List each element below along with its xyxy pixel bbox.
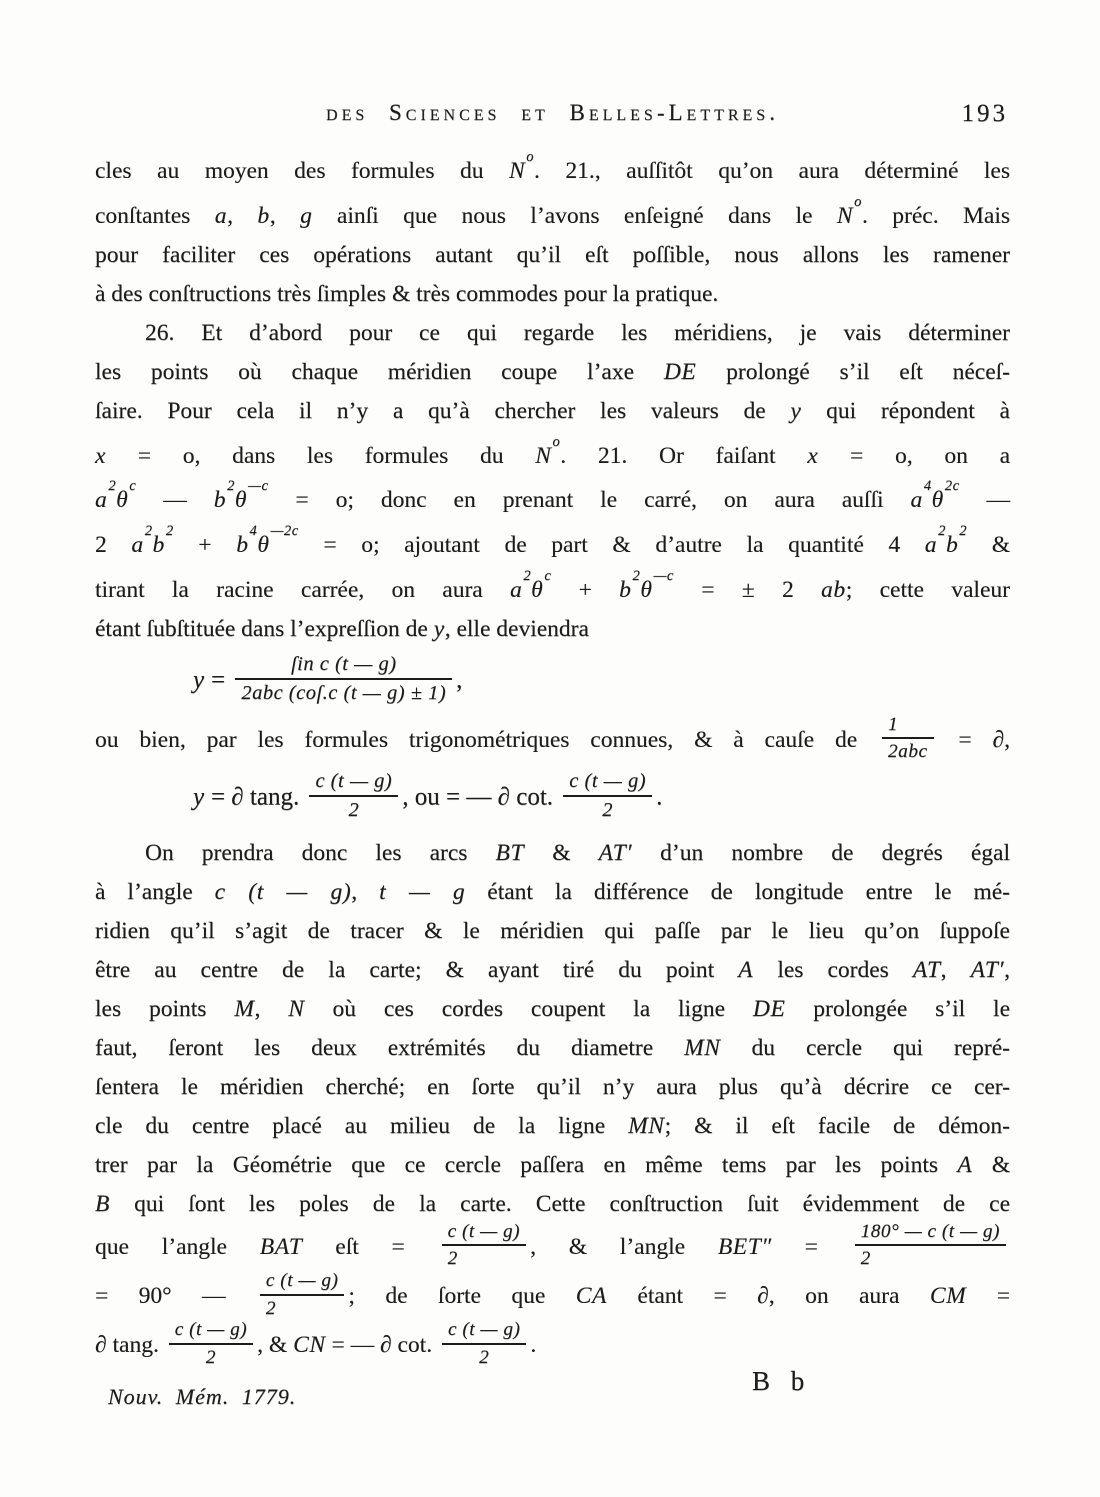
text-run: . préc. Mais	[861, 202, 1011, 229]
signature-mark: B b	[752, 1366, 812, 1396]
text-run: = o, dans les formules du	[106, 442, 536, 469]
exponent: 4	[923, 478, 932, 495]
fraction	[882, 714, 933, 763]
fraction-denominator: 2	[348, 798, 360, 821]
text-run: prolongée s’il le	[785, 995, 1011, 1022]
text-line	[95, 990, 1010, 1029]
math-variable: DE	[752, 995, 786, 1022]
text-run: = — ∂ cot.	[325, 1332, 438, 1359]
math-variable: c (t — g)	[214, 878, 352, 905]
math-variable: B	[95, 1190, 110, 1217]
math-variable: b	[945, 532, 959, 559]
fraction	[169, 1319, 253, 1368]
text-line	[95, 191, 1010, 236]
text-line	[95, 1270, 1010, 1322]
exponent: c	[129, 478, 137, 495]
text-line	[95, 610, 1010, 649]
text-run: où ces cordes coupent la ligne	[304, 995, 753, 1022]
math-variable: a	[924, 532, 938, 559]
text-run: prolongé s’il eſt néceſ-	[696, 358, 1010, 385]
math-variable: A	[957, 1151, 973, 1178]
math-variable: θ	[931, 487, 944, 514]
text-line	[95, 912, 1010, 951]
exponent: o	[552, 433, 561, 450]
exponent: —c	[653, 568, 674, 585]
text-line	[95, 275, 1010, 314]
text-run: du cercle qui repré-	[720, 1034, 1010, 1061]
math-variable: θ	[116, 487, 129, 514]
exponent: o	[854, 193, 862, 210]
text-run: 2	[95, 532, 132, 559]
math-variable: x	[95, 442, 107, 469]
math-variable: θ	[234, 487, 248, 514]
text-run: pour faciliter ces opérations autant qu’il eſt poſſible, nous allons les ramener	[95, 241, 1010, 268]
math-variable: BT	[495, 839, 525, 866]
text-run: être au centre de la carte; & ayant tiré du point	[95, 956, 739, 983]
text-run: = ± 2	[673, 576, 822, 603]
page-header	[95, 100, 1010, 136]
math-variable: MN	[628, 1112, 665, 1139]
text-run: ,	[351, 878, 380, 905]
fraction	[309, 770, 398, 822]
text-run: ,	[456, 666, 463, 694]
exponent: 2	[632, 568, 641, 585]
text-run: étant = ∂, on aura	[607, 1282, 930, 1309]
display-formula	[95, 652, 1010, 708]
text-line	[95, 146, 1010, 191]
fraction-denominator: 2	[447, 1248, 458, 1270]
math-variable: M	[234, 995, 255, 1022]
text-run: , &	[257, 1332, 294, 1359]
exponent: c	[544, 568, 552, 585]
text-line	[95, 314, 1010, 353]
text-run: ſaire. Pour cela il n’y a qu’à chercher les valeurs de	[95, 397, 791, 424]
exponent: 2	[959, 523, 968, 540]
text-run: à des conſtructions très ſimples & très commodes pour la pratique.	[95, 280, 719, 307]
text-run: =	[966, 1282, 1010, 1309]
math-variable: b	[619, 576, 632, 603]
volume-note: Nouv. Mém. 1779.	[108, 1384, 297, 1409]
text-run: ,	[1004, 956, 1010, 983]
text-line	[95, 353, 1010, 392]
text-run: = o; donc en prenant le carré, on aura auſſi	[268, 487, 911, 514]
text-line	[95, 1146, 1010, 1185]
text-line	[95, 713, 1010, 766]
exponent: 2	[108, 478, 117, 495]
math-variable: ab	[821, 576, 846, 603]
fraction-numerator: c (t — g)	[309, 770, 398, 797]
fraction-numerator: c (t — g)	[442, 1221, 526, 1247]
text-run: ,	[940, 956, 971, 983]
math-variable: AT	[912, 956, 941, 983]
math-variable: CA	[575, 1282, 607, 1309]
text-run: &	[967, 532, 1010, 559]
text-run: ſentera le méridien cherché; en ſorte qu’il n’y aura plus qu’à décrire ce cer-	[95, 1073, 1010, 1100]
fraction	[563, 770, 652, 822]
text-run: On prendra donc les arcs	[145, 839, 496, 866]
math-variable: N	[836, 202, 854, 229]
text-run: ainſi que nous l’avons enſeigné dans le	[312, 202, 837, 229]
math-variable: y	[790, 397, 802, 424]
exponent: 2	[165, 523, 174, 540]
math-variable: t — g	[379, 878, 466, 905]
text-run: = o; ajoutant de part & d’autre la quantité 4	[298, 532, 925, 559]
text-line	[95, 951, 1010, 990]
running-title: des Sciences et Belles-Lettres.	[326, 100, 779, 125]
math-variable: a	[95, 487, 108, 514]
fraction-denominator: 2abc	[888, 741, 928, 763]
page-number: 193	[961, 100, 1008, 127]
math-variable: b	[257, 202, 270, 229]
text-line	[95, 1319, 1010, 1371]
text-run: trer par la Géométrie que ce cercle paſſera en même tems par les points	[95, 1151, 958, 1178]
math-variable: DE	[663, 358, 697, 385]
exponent: 4	[249, 523, 258, 540]
text-run: à l’angle	[95, 878, 215, 905]
text-run: eſt =	[302, 1233, 438, 1260]
text-run: ,	[227, 202, 258, 229]
text-line	[95, 1220, 1010, 1273]
text-run: cle du centre placé au milieu de la ligne	[95, 1112, 629, 1139]
text-run: 26. Et d’abord pour ce qui regarde les méridiens, je vais déterminer	[145, 319, 1010, 346]
text-run: = ∂ tang.	[204, 783, 306, 811]
text-run: ,	[254, 995, 289, 1022]
text-run: qui ſont les poles de la carte. Cette conſtruction ſuit évidemment de ce	[109, 1190, 1010, 1217]
text-run: les points où chaque méridien coupe l’axe	[95, 358, 664, 385]
exponent: —2c	[270, 523, 299, 540]
math-variable: N	[508, 157, 526, 184]
text-run: que l’angle	[95, 1233, 260, 1260]
math-variable: x	[807, 442, 819, 469]
math-variable: a	[214, 202, 228, 229]
text-run: qui répondent à	[801, 397, 1010, 424]
text-line	[95, 1185, 1010, 1224]
fraction-numerator: 180° — c (t — g)	[855, 1221, 1006, 1247]
text-run: les cordes	[753, 956, 913, 983]
text-run: +	[551, 576, 620, 603]
math-variable: y	[433, 615, 445, 642]
text-run: étant ſubſtituée dans l’expreſſion de	[95, 615, 434, 642]
exponent: 2	[938, 523, 946, 540]
exponent: 2	[523, 568, 532, 585]
fraction-numerator: 1	[882, 714, 933, 740]
text-run: &	[972, 1151, 1010, 1178]
math-variable: θ	[640, 576, 653, 603]
text-line	[95, 873, 1010, 912]
fraction-numerator: ſin c (t — g)	[235, 653, 452, 680]
text-run: . 21. Or faiſant	[560, 442, 808, 469]
math-variable: CN	[293, 1332, 326, 1359]
text-run: ridien qu’il s’agit de tracer & le méridien qui paſſe par le lieu qu’on ſuppoſe	[95, 917, 1010, 944]
math-variable: N	[535, 442, 552, 469]
fraction-denominator: 2	[205, 1346, 216, 1368]
text-run: cles au moyen des formules du	[95, 157, 509, 184]
text-run: conſtantes	[95, 202, 215, 229]
exponent: o	[526, 149, 535, 165]
body-text	[95, 146, 1010, 1371]
fraction	[442, 1221, 526, 1270]
math-variable: a	[131, 532, 144, 559]
text-run: , elle deviendra	[444, 615, 589, 642]
math-variable: b	[152, 532, 165, 559]
text-run: .	[656, 783, 663, 811]
text-run: ou bien, par les formules trigonométriques connues, & à cauſe de	[95, 726, 879, 753]
fraction-denominator: 2abc (coſ.c (t — g) ± 1)	[241, 681, 447, 704]
text-run: ; & il eſt facile de démon-	[664, 1112, 1010, 1139]
fraction	[260, 1270, 344, 1319]
fraction	[442, 1319, 526, 1368]
text-run: , & l’angle	[530, 1233, 718, 1260]
exponent: 2	[227, 478, 235, 495]
text-run: les points	[95, 995, 235, 1022]
math-variable: N	[288, 995, 305, 1022]
text-line	[95, 392, 1010, 431]
math-variable: AT′	[970, 956, 1005, 983]
text-line	[95, 565, 1010, 610]
exponent: 2	[144, 523, 153, 540]
fraction	[235, 653, 452, 705]
text-run: tirant la racine carrée, on aura	[95, 576, 511, 603]
text-run: faut, ſeront les deux extrémités du diametre	[95, 1034, 685, 1061]
text-run: —	[136, 487, 214, 514]
math-variable: MN	[684, 1034, 721, 1061]
text-run: +	[173, 532, 237, 559]
text-run: .	[530, 1332, 537, 1359]
math-variable: CM	[929, 1282, 967, 1309]
text-run: ; cette valeur	[845, 576, 1010, 603]
math-variable: g	[300, 202, 313, 229]
math-variable: θ	[257, 532, 270, 559]
text-line	[95, 236, 1010, 275]
fraction-numerator: c (t — g)	[169, 1319, 253, 1345]
text-run: =	[771, 1233, 851, 1260]
math-variable: θ	[531, 576, 544, 603]
math-variable: BAT	[259, 1233, 303, 1260]
display-formula	[95, 770, 1010, 825]
exponent: —c	[248, 478, 269, 495]
exponent: 2c	[944, 478, 960, 495]
math-variable: BET″	[717, 1233, 772, 1260]
text-run: , ou = — ∂ cot.	[402, 783, 560, 811]
fraction-denominator: 2	[265, 1297, 277, 1319]
math-variable: b	[213, 487, 227, 514]
math-variable: y	[193, 783, 205, 811]
math-variable: a	[910, 487, 923, 514]
text-run: —	[959, 487, 1011, 514]
text-run: ; de ſorte que	[348, 1282, 576, 1309]
text-line	[95, 1029, 1010, 1068]
text-run: = o, on a	[818, 442, 1011, 469]
text-line	[95, 520, 1010, 565]
text-run: &	[524, 839, 599, 866]
text-line	[95, 1068, 1010, 1107]
fraction-denominator: 2	[479, 1346, 490, 1368]
text-line	[95, 834, 1010, 873]
text-line	[95, 431, 1010, 476]
fraction-denominator: 2	[860, 1248, 871, 1270]
text-run: . 21., auſſitôt qu’on aura déterminé les	[534, 157, 1010, 184]
text-line	[95, 1107, 1010, 1146]
text-run: ∂ tang.	[95, 1332, 165, 1359]
fraction	[855, 1221, 1006, 1270]
fraction-denominator: 2	[602, 798, 614, 821]
math-variable: b	[236, 532, 249, 559]
text-run: étant la différence de longitude entre le mé-	[465, 878, 1010, 905]
fraction-numerator: c (t — g)	[563, 770, 652, 797]
text-run: ,	[269, 202, 301, 229]
math-variable: AT′	[598, 839, 633, 866]
text-run: d’un nombre de degrés égal	[632, 839, 1011, 866]
text-run: = 90° —	[95, 1282, 256, 1309]
text-run: =	[204, 666, 232, 694]
text-line	[95, 475, 1010, 520]
fraction-numerator: c (t — g)	[260, 1270, 344, 1296]
math-variable: a	[510, 576, 523, 603]
fraction-numerator: c (t — g)	[442, 1319, 526, 1345]
text-run: = ∂,	[937, 726, 1010, 753]
math-variable: A	[738, 956, 754, 983]
math-variable: y	[193, 666, 205, 694]
